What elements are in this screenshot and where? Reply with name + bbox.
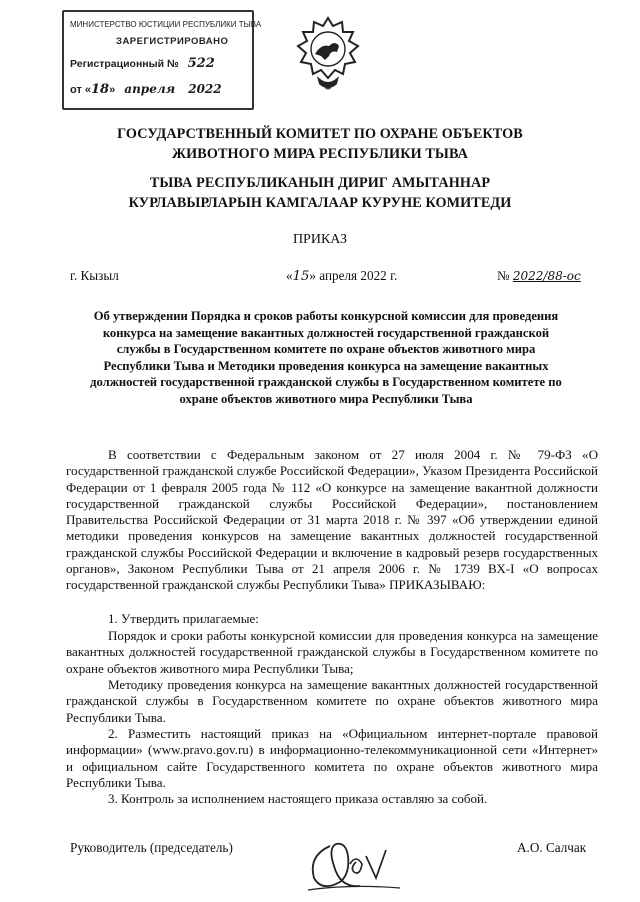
committee-name-ru-line2: ЖИВОТНОГО МИРА РЕСПУБЛИКИ ТЫВА bbox=[172, 146, 468, 162]
order-date-day: 15 bbox=[292, 269, 310, 284]
committee-name-tyv-line2: КУРЛАВЫРЛАРЫН КАМГАЛААР КУРУНЕ КОМИТЕДИ bbox=[128, 195, 512, 211]
order-date bbox=[286, 268, 397, 284]
committee-name-ru-line1: ГОСУДАРСТВЕННЫЙ КОМИТЕТ ПО ОХРАНЕ ОБЪЕКТОВ bbox=[117, 126, 523, 142]
coat-of-arms-emblem bbox=[295, 16, 361, 96]
order-date-open: « bbox=[286, 268, 293, 283]
order-number-block bbox=[497, 268, 581, 284]
order-city: г. Кызыл bbox=[70, 268, 119, 283]
stamp-date-prefix: от « bbox=[70, 84, 92, 96]
order-number: 2022/88-ос bbox=[512, 269, 581, 283]
item-1-methodology: Методику проведения конкурса на замещение вакантных должностей государственной гражданской службы в Государственном комитете по охране объектов животного мира Республики Тыва. bbox=[66, 677, 598, 725]
handwritten-signature bbox=[300, 826, 410, 896]
stamp-status: ЗАРЕГИСТРИРОВАНО bbox=[116, 36, 229, 47]
signatory-position: Руководитель (председатель) bbox=[70, 840, 233, 855]
stamp-date-day: 18 bbox=[91, 82, 110, 97]
order-subject: Об утверждении Порядка и сроков работы конкурсной комиссии для проведения конкурса на замещение вакантных должностей государственной гражданской службы в Государственном комитете по охране объектов животного мира Республики Тыва и Методики проведения конкурса на замещение вакантных должностей государственной гражданской службы в Государственном комитете по охране объектов животного мира Республики Тыва bbox=[90, 309, 562, 406]
item-1-order: Порядок и сроки работы конкурсной комиссии для проведения конкурса на замещение вакантных должностей государственной гражданской службы в Государственном комитете по охране объектов животного мира Республики Тыва; bbox=[66, 628, 598, 676]
signatory-name: А.О. Салчак bbox=[517, 840, 587, 855]
stamp-date-year: 2022 bbox=[188, 82, 222, 96]
stamp-reg-number: 522 bbox=[187, 56, 215, 71]
stamp-ministry: МИНИСТЕРСТВО ЮСТИЦИИ РЕСПУБЛИКИ ТЫВА bbox=[70, 20, 262, 29]
stamp-reg-label: Регистрационный № bbox=[70, 58, 179, 70]
committee-name-tyv-line1: ТЫВА РЕСПУБЛИКАНЫН ДИРИГ АМЫТАННАР bbox=[149, 175, 491, 191]
stamp-date-month: апреля bbox=[124, 82, 176, 96]
order-date-rest: » апреля 2022 г. bbox=[309, 268, 398, 283]
item-2: 2. Разместить настоящий приказ на «Официальном интернет-портале правовой информации» (www.pravo.gov.ru) в информационно-телекоммуникационной сети «Интернет» и официальном сайте Государственного комитета по охране объектов животного мира Республики Тыва. bbox=[66, 726, 598, 790]
registration-stamp bbox=[62, 10, 262, 110]
item-1: 1. Утвердить прилагаемые: bbox=[108, 611, 259, 626]
stamp-date-mid: » bbox=[109, 84, 116, 96]
document-title: ПРИКАЗ bbox=[292, 232, 348, 247]
preamble-paragraph: В соответствии с Федеральным законом от 27 июля 2004 г. № 79-ФЗ «О государственной гражданской службе Российской Федерации», Указом Президента Российской Федерации от 1 февраля 2005 года № 112 «О конкурсе на замещение вакантной должности государственной гражданской службы Российской Федерации», постановлением Правительства Российской Федерации от 31 марта 2018 г. № 397 «Об утверждении единой методики проведения конкурсов на замещение вакантных должностей государственной гражданской службы Российской Федерации и включение в кадровый резерв государственных органов», Законом Республики Тыва от 21 апреля 2006 г. № 1739 ВХ-I «О вопросах государственной гражданской службы Республики Тыва» ПРИКАЗЫВАЮ: bbox=[66, 447, 598, 593]
item-3: 3. Контроль за исполнением настоящего приказа оставляю за собой. bbox=[108, 791, 488, 806]
order-number-label: № bbox=[497, 268, 510, 283]
